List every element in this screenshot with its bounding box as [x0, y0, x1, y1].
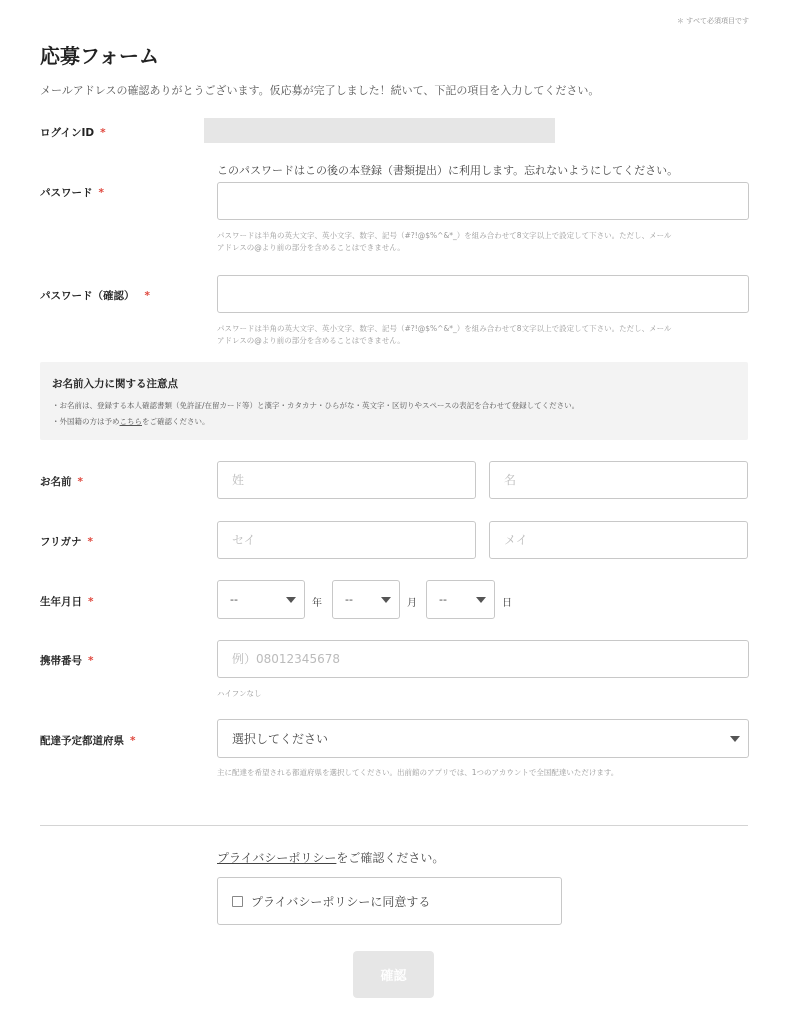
- password-confirm-label-text: パスワード（確認）: [40, 290, 135, 302]
- name-label-text: お名前: [40, 476, 72, 488]
- privacy-policy-link[interactable]: プライバシーポリシー: [217, 851, 337, 865]
- chevron-down-icon: [381, 597, 391, 603]
- prefecture-label: [40, 733, 136, 748]
- password-usage-note: このパスワードはこの後の本登録（書類提出）に利用します。忘れないようにしてください。: [217, 164, 679, 177]
- name-label: [40, 474, 83, 489]
- required-mark: *: [100, 127, 106, 139]
- password-confirm-hint: [217, 323, 747, 347]
- birth-year-select[interactable]: [217, 580, 305, 619]
- phone-hint: ハイフンなし: [217, 689, 262, 698]
- password-label-text: パスワード: [40, 187, 93, 199]
- required-mark: *: [130, 735, 136, 747]
- required-mark: *: [88, 655, 94, 667]
- privacy-notice: [217, 849, 444, 866]
- birth-day-value: --: [439, 593, 447, 606]
- name-notice-box: [40, 362, 748, 440]
- password-confirm-input[interactable]: [217, 275, 749, 313]
- chevron-down-icon: [730, 736, 740, 742]
- birthdate-label: [40, 594, 94, 609]
- first-name-input[interactable]: [489, 461, 748, 499]
- year-unit: 年: [312, 598, 322, 609]
- foreign-nationals-link[interactable]: こちら: [119, 417, 142, 426]
- password-confirm-hint-line: パスワードは半角の英大文字、英小文字、数字、記号（#?!@$%^&*_）を組み合わせて8文字以上で設定して下さい。ただし、メール: [217, 324, 672, 333]
- kana-label-text: フリガナ: [40, 536, 82, 548]
- password-label: [40, 185, 104, 200]
- phone-label-text: 携帯番号: [40, 655, 82, 667]
- login-id-label-text: ログインID: [40, 127, 95, 139]
- password-confirm-hint-line: アドレスの@より前の部分を含めることはできません。: [217, 336, 405, 345]
- birth-year-value: --: [230, 593, 238, 606]
- prefecture-select[interactable]: [217, 719, 749, 758]
- notice-line-suffix: をご確認ください。: [142, 417, 210, 426]
- birthdate-label-text: 生年月日: [40, 596, 82, 608]
- notice-line-prefix: ・外国籍の方は予め: [52, 417, 120, 426]
- page-title: 応募フォーム: [40, 44, 159, 68]
- chevron-down-icon: [286, 597, 296, 603]
- notice-title: お名前入力に関する注意点: [52, 378, 178, 390]
- day-unit: 日: [502, 598, 512, 609]
- prefecture-hint: 主に配達を希望される都道府県を選択してください。出前館のアプリでは、1つのアカウントで全国配達いただけます。: [217, 768, 619, 777]
- month-unit: 月: [407, 598, 417, 609]
- login-id-value: [204, 118, 555, 143]
- first-name-kana-input[interactable]: [489, 521, 748, 559]
- intro-text: メールアドレスの確認ありがとうございます。仮応募が完了しました！続いて、下記の項目を入力してください。: [40, 84, 600, 97]
- password-hint: [217, 230, 747, 254]
- kana-label: [40, 534, 93, 549]
- required-mark: *: [77, 476, 83, 488]
- password-confirm-label: [40, 288, 150, 303]
- privacy-consent-label: プライバシーポリシーに同意する: [251, 894, 431, 909]
- password-hint-line: パスワードは半角の英大文字、英小文字、数字、記号（#?!@$%^&*_）を組み合わせて8文字以上で設定して下さい。ただし、メール: [217, 231, 672, 240]
- last-name-input[interactable]: [217, 461, 476, 499]
- last-name-kana-input[interactable]: [217, 521, 476, 559]
- prefecture-label-text: 配達予定都道府県: [40, 735, 124, 747]
- privacy-consent-checkbox[interactable]: [232, 896, 243, 907]
- required-mark: *: [144, 290, 150, 302]
- required-mark: *: [98, 187, 104, 199]
- privacy-consent[interactable]: [217, 877, 562, 925]
- notice-line: ・お名前は、登録する本人確認書類（免許証/在留カード等）と漢字・カタカナ・ひらがな・英文字・区切りやスペースの表記を合わせて登録してください。: [52, 401, 580, 410]
- birth-month-value: --: [345, 593, 353, 606]
- phone-label: [40, 653, 94, 668]
- divider: [40, 825, 748, 826]
- birth-month-select[interactable]: [332, 580, 400, 619]
- privacy-notice-suffix: をご確認ください。: [336, 851, 445, 865]
- birth-day-select[interactable]: [426, 580, 495, 619]
- login-id-label: [40, 125, 106, 140]
- password-input[interactable]: [217, 182, 749, 220]
- chevron-down-icon: [476, 597, 486, 603]
- required-mark: *: [87, 536, 93, 548]
- required-mark: *: [88, 596, 94, 608]
- phone-input[interactable]: [217, 640, 749, 678]
- prefecture-selected-value: 選択してください: [232, 732, 329, 746]
- confirm-button[interactable]: 確認: [353, 951, 434, 998]
- notice-line: [52, 416, 210, 427]
- required-note: ＊ すべて必須項目です: [676, 17, 749, 25]
- password-hint-line: アドレスの@より前の部分を含めることはできません。: [217, 243, 405, 252]
